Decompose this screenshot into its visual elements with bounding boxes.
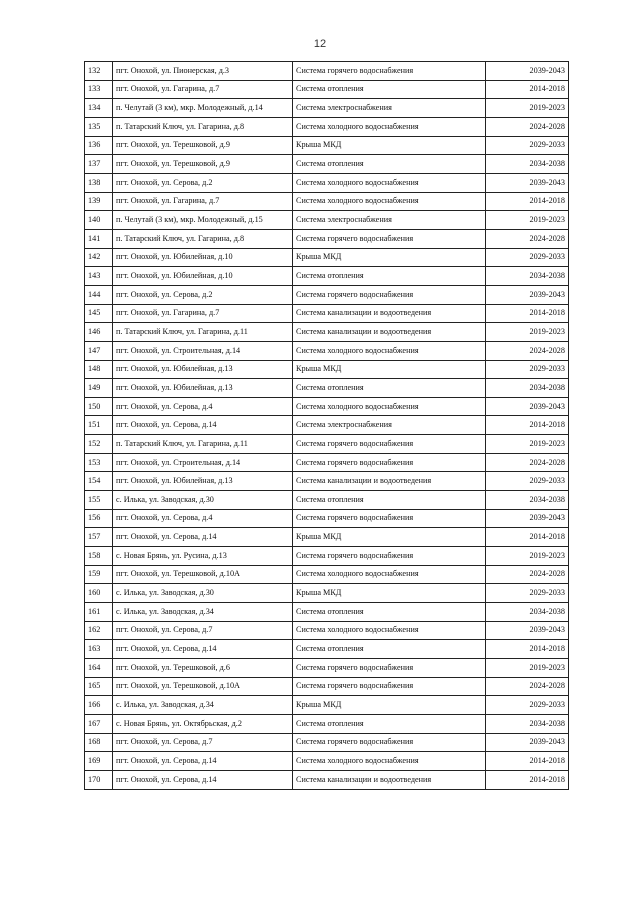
table-row (85, 136, 569, 155)
row-number-cell: 133 (85, 80, 113, 99)
row-number-cell: 162 (85, 621, 113, 640)
period-cell: 2039-2043 (486, 173, 569, 192)
address-cell: пгт. Онохой, ул. Юбилейная, д.13 (113, 472, 293, 491)
address-cell: пгт. Онохой, ул. Серова, д.7 (113, 621, 293, 640)
table-row (85, 341, 569, 360)
row-number-cell: 135 (85, 117, 113, 136)
address-cell: пгт. Онохой, ул. Юбилейная, д.13 (113, 379, 293, 398)
row-number-cell: 146 (85, 323, 113, 342)
table-row (85, 752, 569, 771)
row-number-cell: 137 (85, 155, 113, 174)
table-row (85, 173, 569, 192)
address-cell: пгт. Онохой, ул. Серова, д.14 (113, 528, 293, 547)
table-row (85, 770, 569, 789)
table-row (85, 603, 569, 622)
row-number-cell: 141 (85, 229, 113, 248)
address-cell: п. Татарский Ключ, ул. Гагарина, д.11 (113, 323, 293, 342)
period-cell: 2014-2018 (486, 192, 569, 211)
system-cell: Система горячего водоснабжения (293, 677, 486, 696)
period-cell: 2024-2028 (486, 677, 569, 696)
system-cell: Система канализации и водоотведения (293, 472, 486, 491)
row-number-cell: 144 (85, 285, 113, 304)
system-cell: Система отопления (293, 267, 486, 286)
table-row (85, 62, 569, 81)
table-row (85, 229, 569, 248)
table-row (85, 528, 569, 547)
address-cell: пгт. Онохой, ул. Строительная, д.14 (113, 453, 293, 472)
address-cell: пгт. Онохой, ул. Гагарина, д.7 (113, 304, 293, 323)
row-number-cell: 169 (85, 752, 113, 771)
period-cell: 2034-2038 (486, 155, 569, 174)
row-number-cell: 164 (85, 659, 113, 678)
period-cell: 2024-2028 (486, 229, 569, 248)
address-cell: пгт. Онохой, ул. Серова, д.7 (113, 733, 293, 752)
period-cell: 2039-2043 (486, 733, 569, 752)
period-cell: 2014-2018 (486, 752, 569, 771)
period-cell: 2019-2023 (486, 435, 569, 454)
period-cell: 2024-2028 (486, 341, 569, 360)
period-cell: 2014-2018 (486, 640, 569, 659)
table-row (85, 248, 569, 267)
row-number-cell: 132 (85, 62, 113, 81)
system-cell: Крыша МКД (293, 528, 486, 547)
table-row (85, 80, 569, 99)
address-cell: пгт. Онохой, ул. Серова, д.14 (113, 640, 293, 659)
address-cell: пгт. Онохой, ул. Терешковой, д.9 (113, 155, 293, 174)
system-cell: Система электроснабжения (293, 416, 486, 435)
period-cell: 2029-2033 (486, 472, 569, 491)
address-cell: пгт. Онохой, ул. Гагарина, д.7 (113, 80, 293, 99)
row-number-cell: 156 (85, 509, 113, 528)
address-cell: п. Челутай (3 км), мкр. Молодежный, д.15 (113, 211, 293, 230)
address-cell: с. Илька, ул. Заводская, д.30 (113, 584, 293, 603)
table-row (85, 491, 569, 510)
system-cell: Крыша МКД (293, 136, 486, 155)
address-cell: п. Татарский Ключ, ул. Гагарина, д.8 (113, 229, 293, 248)
row-number-cell: 160 (85, 584, 113, 603)
system-cell: Крыша МКД (293, 248, 486, 267)
system-cell: Система отопления (293, 379, 486, 398)
system-cell: Крыша МКД (293, 696, 486, 715)
address-cell: п. Челутай (3 км), мкр. Молодежный, д.14 (113, 99, 293, 118)
row-number-cell: 161 (85, 603, 113, 622)
system-cell: Система холодного водоснабжения (293, 117, 486, 136)
address-cell: с. Новая Брянь, ул. Октябрьская, д.2 (113, 714, 293, 733)
row-number-cell: 163 (85, 640, 113, 659)
address-cell: пгт. Онохой, ул. Гагарина, д.7 (113, 192, 293, 211)
row-number-cell: 138 (85, 173, 113, 192)
table-row (85, 397, 569, 416)
repair-schedule-table (84, 61, 569, 790)
table-row (85, 379, 569, 398)
table-row (85, 696, 569, 715)
period-cell: 2039-2043 (486, 621, 569, 640)
table-row (85, 714, 569, 733)
address-cell: с. Новая Брянь, ул. Русина, д.13 (113, 547, 293, 566)
row-number-cell: 154 (85, 472, 113, 491)
period-cell: 2024-2028 (486, 117, 569, 136)
system-cell: Система холодного водоснабжения (293, 173, 486, 192)
table-row (85, 416, 569, 435)
address-cell: пгт. Онохой, ул. Строительная, д.14 (113, 341, 293, 360)
table-row (85, 472, 569, 491)
row-number-cell: 142 (85, 248, 113, 267)
period-cell: 2039-2043 (486, 509, 569, 528)
address-cell: с. Илька, ул. Заводская, д.34 (113, 696, 293, 715)
row-number-cell: 153 (85, 453, 113, 472)
system-cell: Система горячего водоснабжения (293, 435, 486, 454)
address-cell: пгт. Онохой, ул. Серова, д.2 (113, 285, 293, 304)
row-number-cell: 159 (85, 565, 113, 584)
system-cell: Система холодного водоснабжения (293, 565, 486, 584)
system-cell: Система горячего водоснабжения (293, 285, 486, 304)
row-number-cell: 170 (85, 770, 113, 789)
system-cell: Система отопления (293, 603, 486, 622)
row-number-cell: 167 (85, 714, 113, 733)
address-cell: п. Татарский Ключ, ул. Гагарина, д.11 (113, 435, 293, 454)
row-number-cell: 157 (85, 528, 113, 547)
table-row (85, 565, 569, 584)
address-cell: пгт. Онохой, ул. Терешковой, д.9 (113, 136, 293, 155)
table-row (85, 211, 569, 230)
system-cell: Система холодного водоснабжения (293, 397, 486, 416)
system-cell: Система холодного водоснабжения (293, 621, 486, 640)
row-number-cell: 145 (85, 304, 113, 323)
period-cell: 2034-2038 (486, 491, 569, 510)
system-cell: Система горячего водоснабжения (293, 509, 486, 528)
period-cell: 2014-2018 (486, 770, 569, 789)
table-row (85, 453, 569, 472)
system-cell: Система горячего водоснабжения (293, 62, 486, 81)
period-cell: 2039-2043 (486, 62, 569, 81)
address-cell: пгт. Онохой, ул. Серова, д.14 (113, 770, 293, 789)
period-cell: 2019-2023 (486, 323, 569, 342)
table-row (85, 360, 569, 379)
row-number-cell: 168 (85, 733, 113, 752)
period-cell: 2029-2033 (486, 696, 569, 715)
address-cell: пгт. Онохой, ул. Терешковой, д.10А (113, 677, 293, 696)
table-row (85, 323, 569, 342)
period-cell: 2014-2018 (486, 80, 569, 99)
table-body (85, 62, 569, 790)
row-number-cell: 139 (85, 192, 113, 211)
table-row (85, 117, 569, 136)
system-cell: Система горячего водоснабжения (293, 659, 486, 678)
period-cell: 2029-2033 (486, 584, 569, 603)
address-cell: пгт. Онохой, ул. Пионерская, д.3 (113, 62, 293, 81)
period-cell: 2039-2043 (486, 397, 569, 416)
address-cell: пгт. Онохой, ул. Юбилейная, д.13 (113, 360, 293, 379)
address-cell: с. Илька, ул. Заводская, д.34 (113, 603, 293, 622)
system-cell: Система отопления (293, 155, 486, 174)
table-row (85, 677, 569, 696)
period-cell: 2029-2033 (486, 248, 569, 267)
row-number-cell: 143 (85, 267, 113, 286)
system-cell: Система отопления (293, 80, 486, 99)
table-row (85, 99, 569, 118)
row-number-cell: 166 (85, 696, 113, 715)
row-number-cell: 134 (85, 99, 113, 118)
page-number: 12 (313, 38, 327, 50)
period-cell: 2019-2023 (486, 659, 569, 678)
system-cell: Система горячего водоснабжения (293, 453, 486, 472)
period-cell: 2034-2038 (486, 379, 569, 398)
system-cell: Система электроснабжения (293, 99, 486, 118)
row-number-cell: 165 (85, 677, 113, 696)
system-cell: Система холодного водоснабжения (293, 192, 486, 211)
address-cell: пгт. Онохой, ул. Юбилейная, д.10 (113, 248, 293, 267)
table-row (85, 267, 569, 286)
table-row (85, 192, 569, 211)
system-cell: Система горячего водоснабжения (293, 547, 486, 566)
row-number-cell: 147 (85, 341, 113, 360)
period-cell: 2019-2023 (486, 99, 569, 118)
address-cell: пгт. Онохой, ул. Терешковой, д.10А (113, 565, 293, 584)
system-cell: Система канализации и водоотведения (293, 770, 486, 789)
period-cell: 2029-2033 (486, 136, 569, 155)
system-cell: Система горячего водоснабжения (293, 733, 486, 752)
period-cell: 2034-2038 (486, 267, 569, 286)
system-cell: Система горячего водоснабжения (293, 229, 486, 248)
period-cell: 2019-2023 (486, 211, 569, 230)
system-cell: Система электроснабжения (293, 211, 486, 230)
period-cell: 2034-2038 (486, 714, 569, 733)
table-row (85, 547, 569, 566)
system-cell: Система холодного водоснабжения (293, 341, 486, 360)
period-cell: 2014-2018 (486, 304, 569, 323)
period-cell: 2014-2018 (486, 528, 569, 547)
address-cell: с. Илька, ул. Заводская, д.30 (113, 491, 293, 510)
system-cell: Система отопления (293, 714, 486, 733)
address-cell: п. Татарский Ключ, ул. Гагарина, д.8 (113, 117, 293, 136)
period-cell: 2014-2018 (486, 416, 569, 435)
table-row (85, 621, 569, 640)
table-row (85, 435, 569, 454)
row-number-cell: 148 (85, 360, 113, 379)
period-cell: 2039-2043 (486, 285, 569, 304)
address-cell: пгт. Онохой, ул. Серова, д.2 (113, 173, 293, 192)
period-cell: 2029-2033 (486, 360, 569, 379)
period-cell: 2024-2028 (486, 453, 569, 472)
row-number-cell: 150 (85, 397, 113, 416)
address-cell: пгт. Онохой, ул. Юбилейная, д.10 (113, 267, 293, 286)
period-cell: 2019-2023 (486, 547, 569, 566)
table-row (85, 659, 569, 678)
system-cell: Крыша МКД (293, 584, 486, 603)
row-number-cell: 140 (85, 211, 113, 230)
address-cell: пгт. Онохой, ул. Терешковой, д.6 (113, 659, 293, 678)
system-cell: Система отопления (293, 640, 486, 659)
address-cell: пгт. Онохой, ул. Серова, д.4 (113, 509, 293, 528)
row-number-cell: 149 (85, 379, 113, 398)
system-cell: Крыша МКД (293, 360, 486, 379)
row-number-cell: 152 (85, 435, 113, 454)
address-cell: пгт. Онохой, ул. Серова, д.14 (113, 416, 293, 435)
row-number-cell: 158 (85, 547, 113, 566)
table-row (85, 285, 569, 304)
address-cell: пгт. Онохой, ул. Серова, д.4 (113, 397, 293, 416)
row-number-cell: 151 (85, 416, 113, 435)
system-cell: Система канализации и водоотведения (293, 323, 486, 342)
table-row (85, 584, 569, 603)
row-number-cell: 155 (85, 491, 113, 510)
system-cell: Система канализации и водоотведения (293, 304, 486, 323)
table-row (85, 155, 569, 174)
table-row (85, 509, 569, 528)
table-row (85, 733, 569, 752)
system-cell: Система отопления (293, 491, 486, 510)
address-cell: пгт. Онохой, ул. Серова, д.14 (113, 752, 293, 771)
period-cell: 2024-2028 (486, 565, 569, 584)
table-row (85, 640, 569, 659)
system-cell: Система холодного водоснабжения (293, 752, 486, 771)
period-cell: 2034-2038 (486, 603, 569, 622)
table-row (85, 304, 569, 323)
row-number-cell: 136 (85, 136, 113, 155)
